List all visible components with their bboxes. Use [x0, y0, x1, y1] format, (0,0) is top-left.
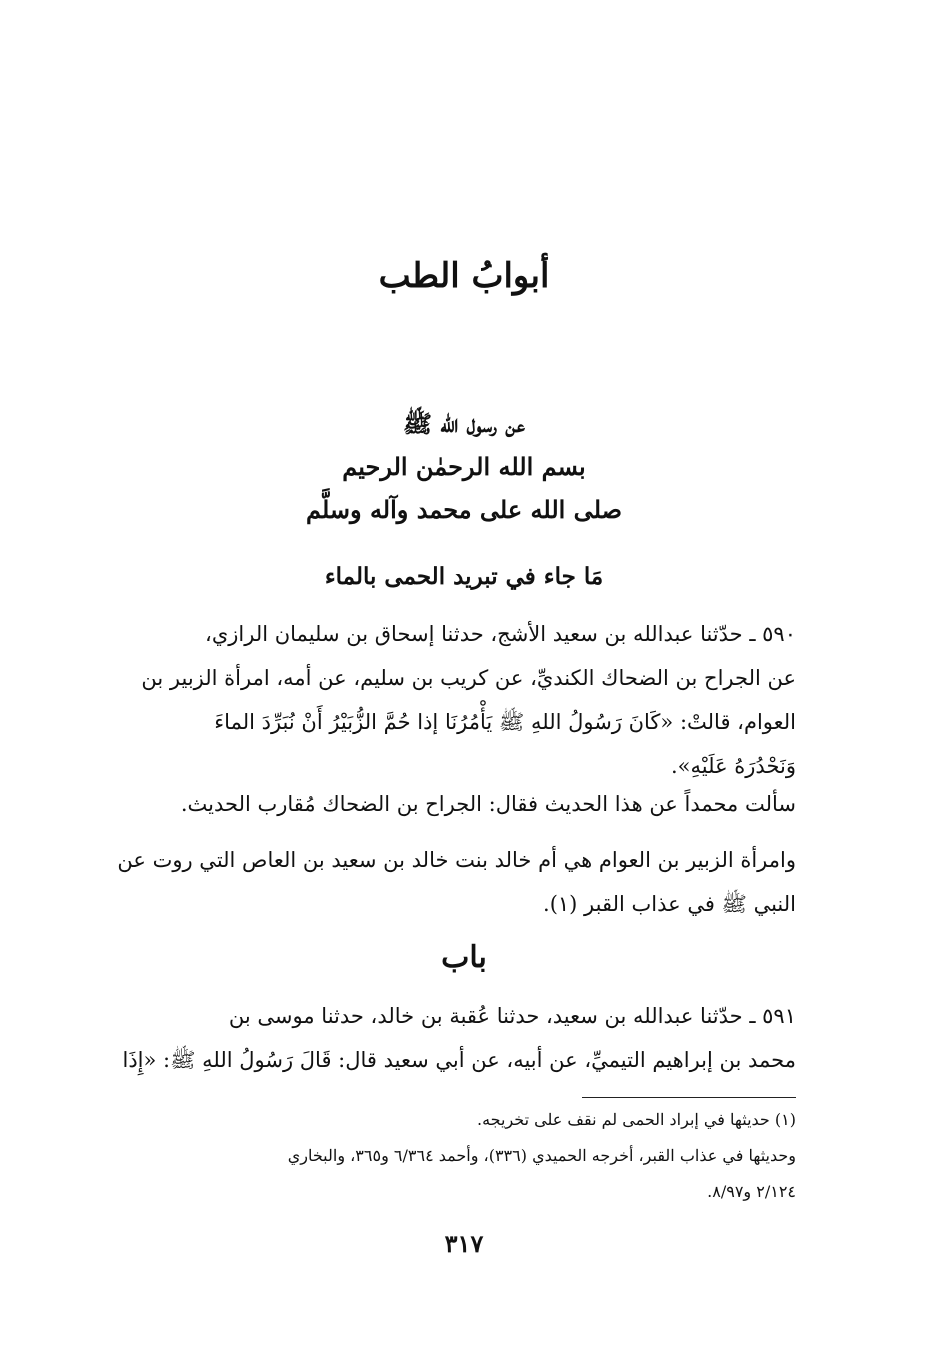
footnote-1-references: ٢/١٢٤ و٨/٩٧.	[707, 1182, 796, 1201]
footnotes	[96, 1102, 796, 1210]
footnote-1: (١) حديثها في إبراد الحمى لم نقف على تخريجه.	[477, 1110, 796, 1129]
heading-line-1: عن رسول الله ﷺ	[403, 409, 525, 438]
hadith-591-line-1: ٥٩١ ـ حدّثنا عبدالله بن سعيد، حدثنا عُقبة بن خالد، حدثنا موسى بن	[228, 1004, 796, 1028]
hadith-590-line-1: ٥٩٠ ـ حدّثنا عبدالله بن سعيد الأشج، حدثنا إسحاق بن سليمان الرازي،	[205, 622, 796, 646]
zubayr-note-line-1: وامرأة الزبير بن العوام هي أم خالد بنت خالد بن سعيد بن العاص التي روت عن	[117, 848, 796, 872]
bab-title: باب	[441, 940, 487, 975]
zubayr-wife-note	[100, 838, 796, 926]
hadith-590	[100, 612, 796, 788]
chapter-heading	[0, 402, 928, 531]
hadith-590-line-3: العوام، قالتْ: «كَانَ رَسُولُ اللهِ ﷺ يَأْمُرُنَا إذا حُمَّ الزُّبَيْرُ أَنْ نُبَرِّدَ الماءَ	[214, 710, 796, 734]
section-subheading: مَا جاء في تبريد الحمى بالماء	[324, 563, 604, 590]
hadith-591	[100, 994, 796, 1082]
heading-salawat: صلى الله على محمد وآله وسلَّم	[305, 495, 623, 524]
bukhari-comment: سألت محمداً عن هذا الحديث فقال: الجراح بن الضحاك مُقارب الحديث.	[180, 792, 796, 816]
chapter-title: أبوابُ الطب	[378, 256, 550, 296]
hadith-591-line-2: محمد بن إبراهيم التيميِّ، عن أبيه، عن أبي سعيد قال: قَالَ رَسُولُ اللهِ ﷺ: «إِذَا	[122, 1048, 796, 1072]
hadith-590-line-4: وَنَحْدُرَهُ عَلَيْهِ».	[671, 754, 796, 778]
zubayr-note-line-2: النبي ﷺ في عذاب القبر (١).	[543, 892, 796, 916]
hadith-590-line-2: عن الجراح بن الضحاك الكنديِّ، عن كريب بن سليم، عن أمه، امرأة الزبير بن	[141, 666, 796, 690]
heading-basmala: بسم الله الرحمٰن الرحيم	[342, 452, 586, 481]
footnote-divider	[582, 1097, 796, 1098]
footnote-1-continued: وحديثها في عذاب القبر، أخرجه الحميدي (٣٣٦)، وأحمد ٦/٣٦٤ و٣٦٥، والبخاري	[287, 1146, 796, 1165]
page-number: ٣١٧	[444, 1229, 484, 1258]
